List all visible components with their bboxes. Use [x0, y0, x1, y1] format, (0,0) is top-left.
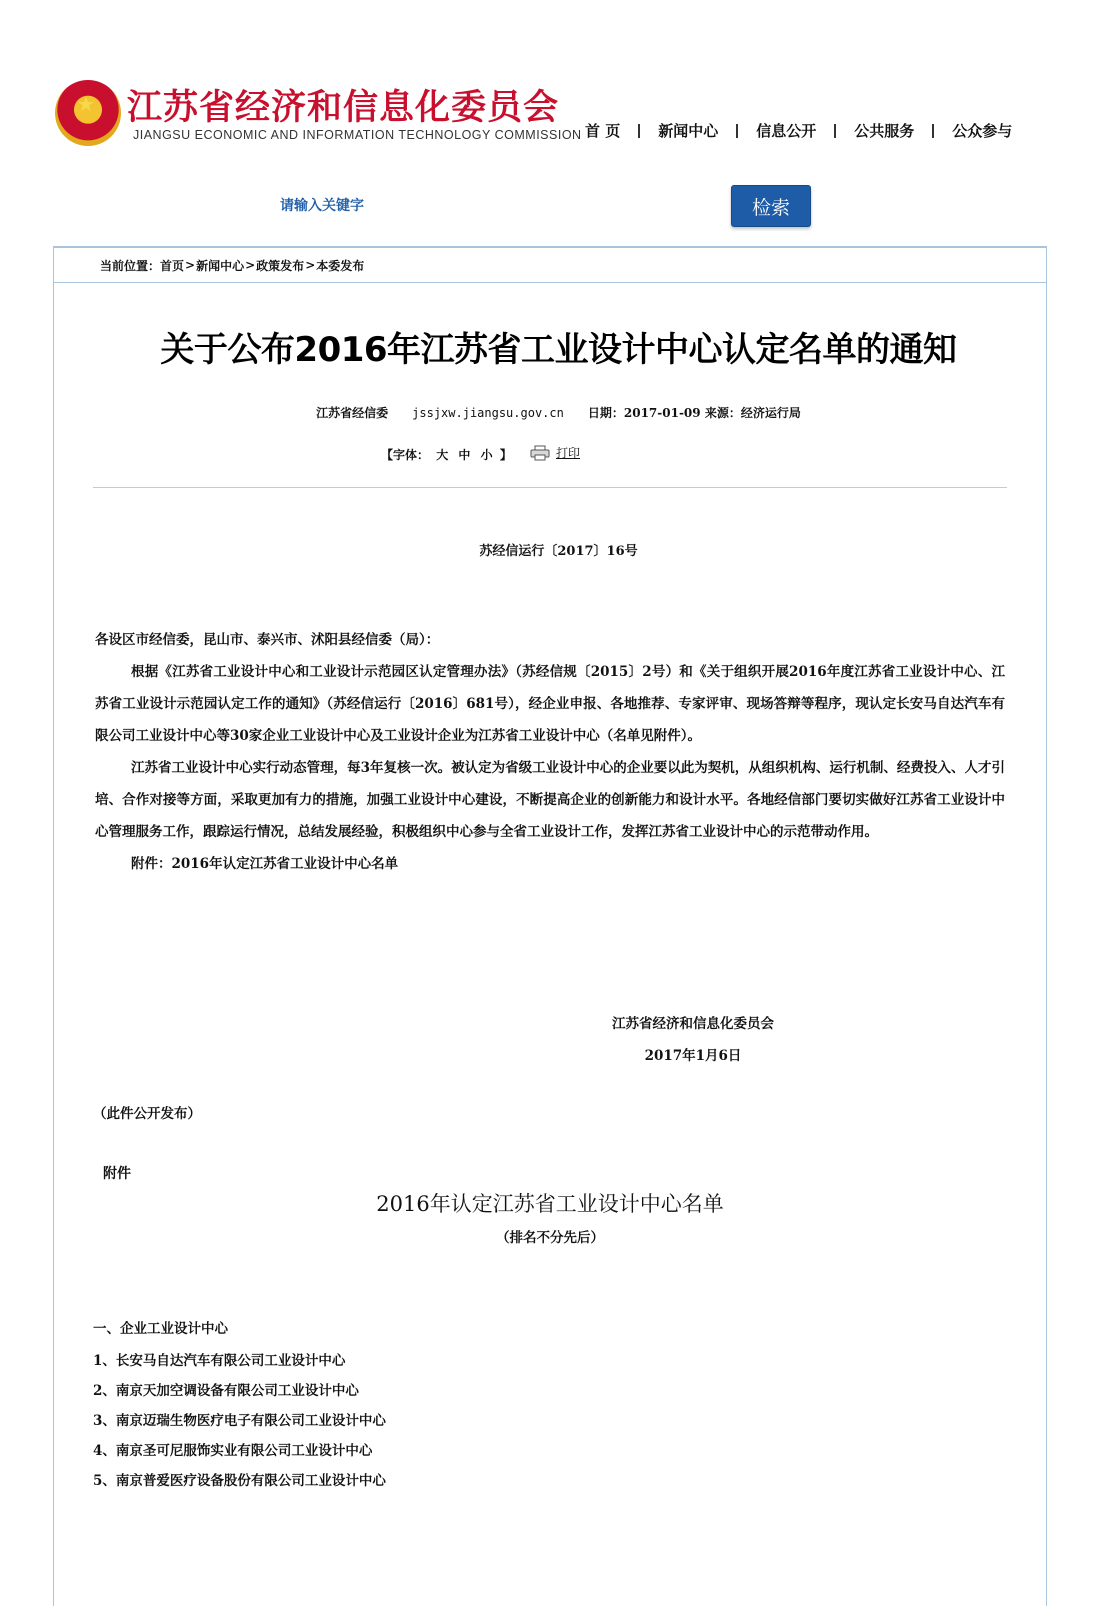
nav-divider — [834, 124, 836, 138]
article-body — [95, 624, 1005, 880]
signature-date: 2017年1月6日 — [644, 1048, 742, 1064]
nav-item-public-participation[interactable]: 公众参与 — [952, 122, 1013, 140]
nav-divider — [932, 124, 934, 138]
article-site: jssjxw.jiangsu.gov.cn — [412, 406, 564, 420]
site-title-english: JIANGSU ECONOMIC AND INFORMATION TECHNOLOGY COMMISSION — [133, 128, 582, 142]
design-center-list — [93, 1346, 386, 1496]
salutation: 各设区市经信委，昆山市、泰兴市、沭阳县经信委（局）： — [95, 632, 440, 648]
nav-item-public-service[interactable]: 公共服务 — [854, 122, 915, 140]
signature-org: 江苏省经济和信息化委员会 — [612, 1016, 774, 1032]
article-publisher: 江苏省经信委 — [316, 406, 389, 420]
breadcrumb-item-policy[interactable]: 政策发布 — [256, 258, 305, 273]
breadcrumb-separator: > — [185, 258, 196, 272]
body-paragraph: 江苏省工业设计中心实行动态管理，每3年复核一次。被认定为省级工业设计中心的企业要以此为契机，从组织机构、运行机制、经费投入、人才引培、合作对接等方面，采取更加有力的措施，加强工业设计中心建设，不断提高企业的创新能力和设计水平。各地经信部门要切实做好江苏省工业设计中心管理服务工作，跟踪运行情况，总结发展经验，积极组织中心参与全省工业设计工作，发挥江苏省工业设计中心的示范带动作用。 — [95, 760, 1005, 840]
appendix-title: 2016年认定江苏省工业设计中心名单 — [376, 1192, 724, 1216]
article-meta — [0, 404, 1117, 421]
site-title[interactable]: 江苏省经济和信息化委员会 — [127, 87, 560, 128]
printer-icon — [530, 445, 550, 461]
national-emblem-icon[interactable] — [55, 80, 121, 146]
appendix-subtitle: （排名不分先后） — [496, 1230, 604, 1246]
breadcrumb — [54, 248, 1046, 283]
site-header — [0, 0, 1117, 170]
list-item: 3、南京迈瑞生物医疗电子有限公司工业设计中心 — [93, 1413, 386, 1429]
nav-divider — [638, 124, 640, 138]
article-title: 关于公布2016年江苏省工业设计中心认定名单的通知 — [160, 330, 957, 370]
article-source-label: 来源： — [704, 406, 741, 420]
nav-divider — [736, 124, 738, 138]
article-date: 2017-01-09 — [623, 406, 701, 420]
section-heading: 一、企业工业设计中心 — [93, 1321, 228, 1337]
body-paragraph: 根据《江苏省工业设计中心和工业设计示范园区认定管理办法》（苏经信规〔2015〕2号）和《关于组织开展2016年度江苏省工业设计中心、江苏省工业设计示范园认定工作的通知》（苏经信运行〔2016〕681号），经企业申报、各地推荐、专家评审、现场答辩等程序，现认定长安马自达汽车有限公司工业设计中心等30家企业工业设计中心及工业设计企业为江苏省工业设计中心（名单见附件）。 — [95, 664, 1005, 744]
breadcrumb-item-home[interactable]: 首页 — [160, 258, 185, 273]
breadcrumb-item-commission-release[interactable]: 本委发布 — [316, 258, 365, 273]
nav-item-info-disclosure[interactable]: 信息公开 — [756, 122, 817, 140]
breadcrumb-separator: > — [245, 258, 256, 272]
list-item: 1、长安马自达汽车有限公司工业设计中心 — [93, 1353, 346, 1369]
breadcrumb-prefix: 当前位置： — [100, 258, 161, 273]
font-size-close: 】 — [499, 448, 512, 462]
document-number: 苏经信运行〔2017〕16号 — [479, 544, 638, 559]
appendix-label: 附件 — [103, 1166, 131, 1182]
nav-item-news[interactable]: 新闻中心 — [658, 122, 719, 140]
search-input[interactable] — [200, 188, 720, 224]
article-source: 经济运行局 — [740, 406, 801, 420]
public-release-note: （此件公开发布） — [93, 1106, 201, 1122]
print-label: 打印 — [556, 446, 581, 460]
breadcrumb-separator: > — [305, 258, 316, 272]
font-size-selector — [381, 446, 512, 463]
attachment-line: 附件：2016年认定江苏省工业设计中心名单 — [131, 856, 399, 872]
print-link[interactable] — [530, 444, 580, 461]
signature-block — [612, 1008, 774, 1072]
title-divider — [93, 487, 1007, 488]
star-icon: ★ — [77, 92, 95, 116]
list-item: 5、南京普爱医疗设备股份有限公司工业设计中心 — [93, 1473, 386, 1489]
breadcrumb-item-news[interactable]: 新闻中心 — [196, 258, 245, 273]
font-size-medium[interactable]: 中 — [458, 448, 471, 462]
font-size-label: 【字体： — [381, 448, 430, 462]
nav-item-home[interactable]: 首 页 — [585, 122, 621, 140]
list-item: 4、南京圣可尼服饰实业有限公司工业设计中心 — [93, 1443, 373, 1459]
main-nav — [585, 120, 1012, 141]
list-item: 2、南京天加空调设备有限公司工业设计中心 — [93, 1383, 359, 1399]
font-size-small[interactable]: 小 — [480, 448, 493, 462]
article-date-label: 日期： — [587, 406, 624, 420]
font-size-large[interactable]: 大 — [436, 448, 449, 462]
search-button[interactable]: 检索 — [731, 185, 811, 227]
